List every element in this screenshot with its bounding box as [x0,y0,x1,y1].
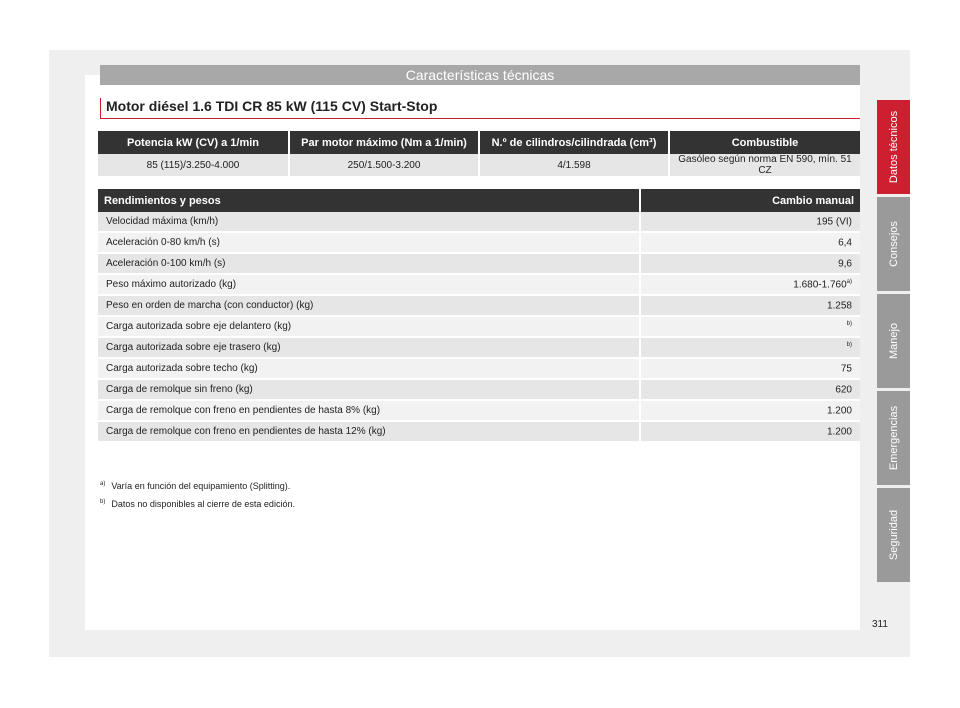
engine-header-torque: Par motor máximo (Nm a 1/min) [290,131,478,154]
engine-table-row [98,154,860,178]
row-label: Carga autorizada sobre techo (kg) [98,359,639,380]
row-value-text: 1.258 [826,300,852,312]
engine-header-power: Potencia kW (CV) a 1/min [98,131,288,154]
performance-header-label: Rendimientos y pesos [98,189,639,212]
table-row [98,359,860,380]
row-value-text: 620 [835,384,852,396]
row-label: Carga de remolque sin freno (kg) [98,380,639,401]
footnote-text: Datos no disponibles al cierre de esta edición. [111,499,295,509]
title-underline [100,118,860,119]
row-label: Carga autorizada sobre eje trasero (kg) [98,338,639,359]
row-label: Carga autorizada sobre eje delantero (kg) [98,317,639,338]
side-tab-label: Emergencias [887,405,900,471]
row-footnote-mark: b) [846,341,852,348]
side-tab-label: Seguridad [887,509,900,561]
table-row [98,233,860,254]
row-label: Peso en orden de marcha (con conductor) (kg) [98,296,639,317]
row-label: Carga de remolque con freno en pendientes de hasta 12% (kg) [98,422,639,443]
section-title: Motor diésel 1.6 TDI CR 85 kW (115 CV) Start-Stop [106,98,438,114]
side-tab-datos-tecnicos[interactable] [877,100,910,194]
engine-cylinders-value: 4/1.598 [480,154,668,178]
row-footnote-mark: a) [846,278,852,285]
row-label: Peso máximo autorizado (kg) [98,275,639,296]
title-accent-bar [100,98,101,118]
footnote-text: Varía en función del equipamiento (Splitting). [111,481,291,491]
side-tab-emergencias[interactable] [877,391,910,485]
performance-table-body [98,212,860,443]
table-row [98,380,860,401]
engine-header-cylinders: N.º de cilindros/cilindrada (cm³) [480,131,668,154]
table-row [98,317,860,338]
table-row [98,296,860,317]
row-value-text: 9,6 [838,258,852,270]
side-tab-manejo[interactable] [877,294,910,388]
table-row [98,338,860,359]
row-footnote-mark: b) [846,320,852,327]
row-value-text: 1.200 [826,405,852,417]
engine-fuel-value: Gasóleo según norma EN 590, mín. 51 CZ [670,154,860,178]
table-row [98,401,860,422]
row-label: Carga de remolque con freno en pendientes de hasta 8% (kg) [98,401,639,422]
row-value [641,317,860,338]
performance-table [96,189,862,443]
footnote-a [100,476,295,494]
row-value [641,338,860,359]
page-number: 311 [872,619,888,630]
table-row [98,275,860,296]
engine-table [96,131,862,178]
row-value-text: 6,4 [838,237,852,249]
engine-torque-value: 250/1.500-3.200 [290,154,478,178]
footnotes [100,476,295,512]
row-value [641,401,860,422]
performance-header-gearbox: Cambio manual [641,189,860,212]
footnote-b [100,494,295,512]
footnote-mark: a) [100,481,106,487]
engine-power-value: 85 (115)/3.250-4.000 [98,154,288,178]
row-value [641,422,860,443]
side-tab-label: Manejo [887,322,900,360]
row-value-text: 1.200 [826,426,852,438]
row-value-text: 195 (VI) [816,216,852,228]
row-value [641,212,860,233]
table-row [98,254,860,275]
table-row [98,212,860,233]
engine-header-fuel: Combustible [670,131,860,154]
row-label: Aceleración 0-100 km/h (s) [98,254,639,275]
row-value [641,296,860,317]
side-tab-label: Datos técnicos [887,110,900,184]
performance-table-header-row [98,189,860,212]
row-value [641,254,860,275]
table-row [98,422,860,443]
row-value [641,359,860,380]
row-label: Velocidad máxima (km/h) [98,212,639,233]
row-value [641,233,860,254]
row-label: Aceleración 0-80 km/h (s) [98,233,639,254]
row-value-text: 1.680-1.760 [793,279,847,291]
engine-table-header-row [98,131,860,154]
side-tab-seguridad[interactable] [877,488,910,582]
footnote-mark: b) [100,499,106,505]
side-tab-label: Consejos [887,221,900,267]
row-value [641,275,860,296]
side-tab-consejos[interactable] [877,197,910,291]
row-value-text: 75 [840,363,852,375]
chapter-header: Características técnicas [100,65,860,85]
row-value [641,380,860,401]
